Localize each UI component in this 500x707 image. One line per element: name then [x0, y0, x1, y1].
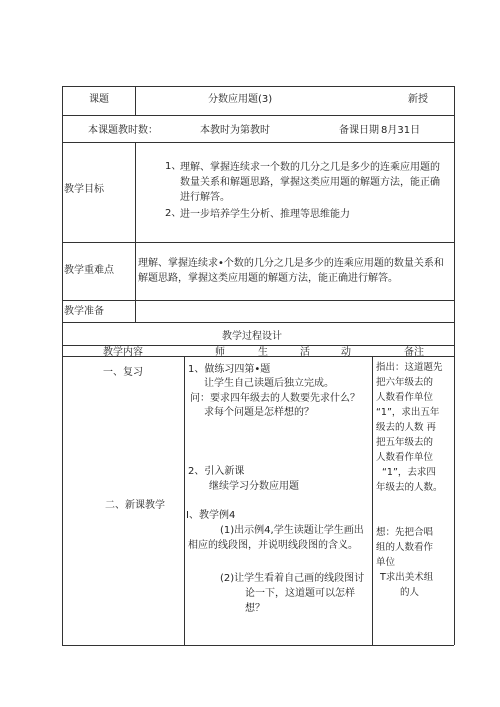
notes-line: 组的人数看作 — [376, 542, 434, 553]
topic-label: 课题 — [89, 94, 109, 105]
section-review: 一、复习 — [103, 367, 143, 378]
lesson-type: 新授 — [408, 94, 428, 105]
notes-line: “1”，求出五年 — [376, 407, 440, 418]
notes-line: 指出：这道题先 — [376, 362, 443, 373]
topic-value: 分数应用题(3) — [208, 94, 273, 105]
section-new-lesson: 二、新课教学 — [105, 500, 165, 511]
process-title: 教学过程设计 — [222, 331, 282, 342]
activity-line: 论一下，这道题可以怎样 — [245, 588, 355, 599]
content-column-divider — [184, 356, 185, 645]
activity-line: 1、做练习四第•题 — [188, 364, 271, 375]
notes-column-divider — [372, 356, 373, 645]
goal-1-number: 1、 — [165, 161, 182, 172]
prep-date-label: 备课日期 — [339, 125, 379, 136]
col-header-activity-2: 生 — [258, 347, 268, 358]
prep-date-value: 8月31日 — [381, 125, 421, 136]
activity-line: 问：要求四年级去的人数要先求什么？ — [190, 393, 360, 404]
label-column-divider — [135, 142, 136, 322]
activity-line: 求每个问题是怎样想的？ — [204, 407, 314, 418]
activity-line: (1)出示例4,学生读题让学生画出 — [220, 525, 364, 536]
notes-line: 级去的人数 再 — [376, 422, 437, 433]
row-divider-5 — [62, 322, 454, 323]
table-bottom-border — [62, 645, 454, 646]
row-divider-4 — [62, 300, 454, 301]
notes-line: 单位 — [376, 557, 396, 568]
notes-line: 年级去的人数。 — [376, 482, 443, 493]
activity-line: 相应的线段图，并说明线段图的含义。 — [188, 540, 358, 551]
label-column-divider — [135, 86, 136, 115]
notes-line: 把五年级去的 — [376, 437, 434, 448]
activity-line: 继续学习分数应用题 — [209, 481, 299, 492]
goal-1-text: 理解、掌握连续求一个数的几分之几是多少的连乘应用题的数量关系和解题思路，掌握这类应用题的解题方法，能正确进行解答。 — [180, 162, 440, 203]
activity-line: I、教学例4 — [186, 510, 236, 521]
notes-line: 人数看作单位 — [376, 452, 434, 463]
prep-label: 教学准备 — [64, 306, 104, 317]
activity-line: 2、引入新课 — [188, 466, 245, 477]
col-header-notes: 备注 — [404, 347, 424, 358]
notes-line: “1”，去求四 — [382, 467, 436, 478]
goal-2-number: 2、 — [165, 208, 182, 219]
goal-2-text: 进一步培养学生分析、推理等思维能力 — [180, 209, 350, 220]
table-right-border — [454, 86, 455, 645]
notes-line: T求出美术组 — [380, 572, 434, 583]
col-header-activity-4: 动 — [341, 347, 351, 358]
activity-line: 想？ — [245, 603, 265, 614]
current-period-label: 本教时为第教时 — [200, 125, 270, 136]
activity-line: (2)让学生看着自己画的线段图讨 — [220, 573, 365, 584]
notes-line: 人数看作单位 — [376, 392, 434, 403]
keypoints-label: 教学重难点 — [64, 265, 114, 276]
keypoints-text: 理解、掌握连续求•个数的几分之几是多少的连乘应用题的数量关系和解题思路，掌握这类应用题的解题方法，能正确进行解答。 — [138, 258, 444, 284]
table-left-border — [62, 86, 63, 645]
notes-line: 把六年级去的 — [376, 377, 434, 388]
row-divider-2 — [62, 142, 454, 143]
col-header-activity-3: 活 — [300, 347, 310, 358]
row-divider-1 — [62, 115, 454, 116]
notes-line: 的人 — [400, 587, 420, 598]
row-divider-3 — [62, 242, 454, 243]
total-periods-label: 本课题教时数： — [88, 125, 158, 136]
table-top-border — [62, 86, 454, 87]
col-header-content: 教学内容 — [103, 347, 143, 358]
col-header-activity-1: 师 — [215, 347, 225, 358]
activity-line: 让学生自己读题后独立完成。 — [204, 378, 334, 389]
notes-line: 想：先把合唱 — [376, 527, 434, 538]
goals-label: 教学目标 — [64, 184, 104, 195]
